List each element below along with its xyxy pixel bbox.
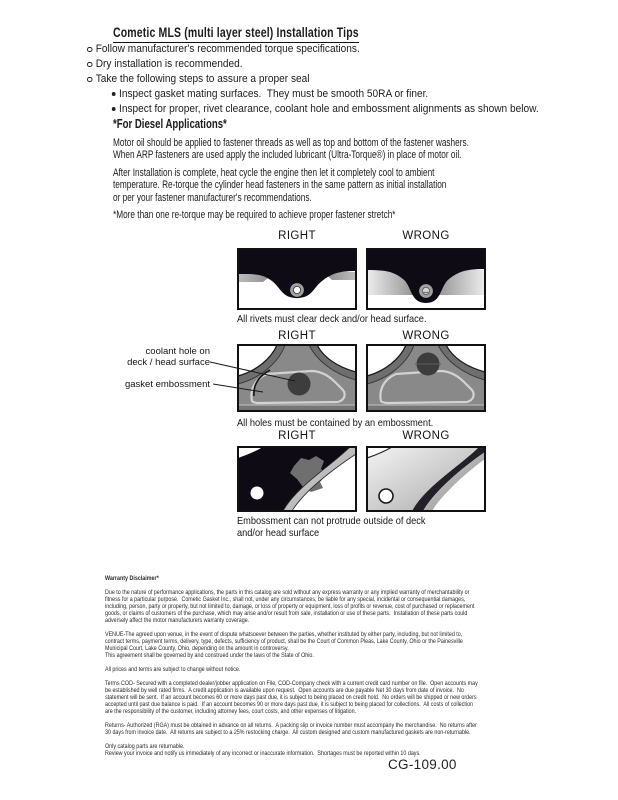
tip-text: Inspect for proper, rivet clearance, coolant hole and embossment alignments as shown below. [119, 103, 539, 115]
text-line: be established by well rated firms. A credit application is available upon request. Open accounts are due payable Net 30 days from date of invoice. No [105, 687, 464, 694]
text-line: and/or head surface [237, 526, 320, 539]
rivet-center [293, 286, 300, 293]
warranty-paragraph [105, 589, 517, 624]
diesel-heading: *For Diesel Applications* [113, 116, 227, 131]
text-line: Review your invoice and notify us immediately of any incorrect or inaccurate information. Shortages must be reported within 10 days. [105, 750, 421, 757]
warranty-paragraph [105, 680, 517, 715]
text-line: including, person, party or property, but not limited to, damage, or loss of property or equipment, loss of profits or revenue, cost of purchased or replacement [105, 603, 475, 610]
text-line: contract terms, payment terms, delivery, type, defects, sufficiency of product, shall be the Court of Common Pleas, Lake County, Ohio or the Painesville [105, 638, 463, 645]
sub-tip-item [87, 87, 539, 102]
text-line: All prices and terms are subject to change without notice. [105, 666, 241, 673]
embossment-leader-line [213, 384, 263, 392]
text-line: are the responsibility of the customer, including attorney fees, court costs, and other expenses of litigation. [105, 708, 357, 715]
text-line: Embossment can not protrude outside of deck [237, 515, 426, 527]
diesel-paragraph [113, 137, 593, 162]
text-line: After Installation is complete, heat cycle the engine then let it completely cool to ambient [113, 166, 435, 179]
warranty-paragraph [105, 743, 517, 757]
rivet-center [422, 287, 429, 294]
dot-bullet-icon [112, 107, 115, 111]
text-line: Only catalog parts are returnable. [105, 743, 185, 750]
warranty-paragraph [105, 722, 517, 736]
tip-text: Take the following steps to assure a proper seal [95, 73, 310, 85]
text-line: Municipal Court, Lake County, Ohio, depending on the amount in controversy. [105, 645, 289, 652]
warranty-paragraph [105, 631, 517, 659]
warranty-heading: Warranty Disclaimer* [105, 575, 159, 582]
text-line: deck / head surface [127, 357, 210, 368]
sub-tip-item [87, 102, 539, 117]
rivet-wrong-diagram [366, 248, 486, 310]
diagram-label-wrong: WRONG [402, 430, 450, 442]
diagram-label-right: RIGHT [278, 430, 316, 442]
page-title: Cometic MLS (multi layer steel) Installation Tips [113, 24, 359, 43]
diesel-section [113, 117, 593, 226]
bolt-hole [379, 489, 393, 503]
hole-wrong-diagram [366, 344, 486, 412]
open-bullet-icon [87, 47, 92, 53]
text-line: coolant hole on [145, 346, 210, 357]
tip-text: Inspect gasket mating surfaces. They must be smooth 50RA or finer. [119, 88, 429, 100]
diesel-paragraph [113, 167, 593, 204]
tips-list [87, 42, 539, 117]
text-line: Due to the nature of performance applications, the parts in this catalog are sold without any express warranty or any implied warranty of merchantability or [105, 589, 470, 596]
coolant-hole-label [118, 346, 210, 368]
text-line: accepted until past due balance is paid. If an account becomes 90 or more days past due, it is subject to being placed for collections. All costs of collection [105, 701, 474, 708]
text-line: statement will be sent. If an account becomes 60 or more days past due, it is subject to being placed on credit hold. No orders will be shipped or new orders [105, 694, 477, 701]
diesel-note: *More than one re-torque may be required to achieve proper fastener stretch* [113, 209, 396, 222]
emboss-wrong-diagram [366, 446, 486, 512]
diagram-label-wrong: WRONG [402, 330, 450, 342]
warranty-paragraph [105, 666, 517, 673]
text-line: goods, or claims of customers of the purchase, which may arise and/or result from sale, installation or use of these parts. Installation of these parts could [105, 610, 468, 617]
text-line: Motor oil should be applied to fastener threads as well as top and bottom of the fastener washers. [113, 137, 469, 149]
emboss-right-diagram [237, 446, 357, 512]
text-line: VENUE-The agreed upon venue, in the event of dispute whatsoever between the parties, whether instituted by either party, including, but not limited to, [105, 631, 463, 638]
open-bullet-icon [87, 62, 92, 68]
text-line: fitness for a particular purpose. Cometic Gasket Inc., shall not, under any circumstances, be liable for any special, incidental or consequential damages, [105, 596, 466, 603]
leader-lines [205, 352, 305, 397]
tip-text: Follow manufacturer's recommended torque specifications. [95, 43, 360, 55]
open-bullet-icon [87, 77, 92, 83]
tip-text: Dry installation is recommended. [95, 58, 243, 70]
diagram-label-wrong: WRONG [402, 230, 450, 242]
text-line: When ARP fasteners are used apply the included lubricant (Ultra-Torque®) in place of motor oil. [113, 149, 462, 162]
text-line: Returns- Authorized (RGA) must be obtained in advance on all returns. A packing slip or invoice number must accompany the merchandise. No returns after [105, 722, 477, 729]
text-line: adversely affect the motor manufacturers warranty coverage. [105, 617, 250, 624]
tip-item [87, 57, 539, 72]
diagram-caption [237, 516, 426, 539]
diagram-label-right: RIGHT [278, 330, 316, 342]
rivet-right-diagram [237, 248, 357, 310]
page-code: CG-109.00 [388, 757, 457, 772]
text-line: temperature. Re-torque the cylinder head fasteners in the same pattern as initial installation [113, 179, 447, 192]
text-line: This agreement shall be governed by and construed under the laws of the State of Ohio. [105, 652, 314, 659]
bolt-hole [251, 487, 264, 500]
gasket-embossment-label: gasket embossment [124, 379, 210, 390]
coolant-leader-line [210, 362, 295, 381]
tip-item [87, 42, 539, 57]
diagram-caption: All rivets must clear deck and/or head surface. [237, 313, 427, 325]
text-line: or per your fastener manufacturer's recommendations. [113, 191, 312, 204]
tip-item [87, 72, 539, 87]
warranty-section [105, 575, 517, 764]
text-line: Terms COD- Secured with a completed dealer/jobber application on File, COD-Company check with a current credit card number on file. Open accounts may [105, 680, 478, 687]
dot-bullet-icon [112, 92, 115, 96]
diagram-label-right: RIGHT [278, 230, 316, 242]
text-line: 30 days from invoice date. All returns are subject to a 25% restocking charge. All custom designed and custom manufactured gaskets are non-returnable. [105, 729, 471, 736]
diagram-caption: All holes must be contained by an embossment. [237, 417, 434, 429]
